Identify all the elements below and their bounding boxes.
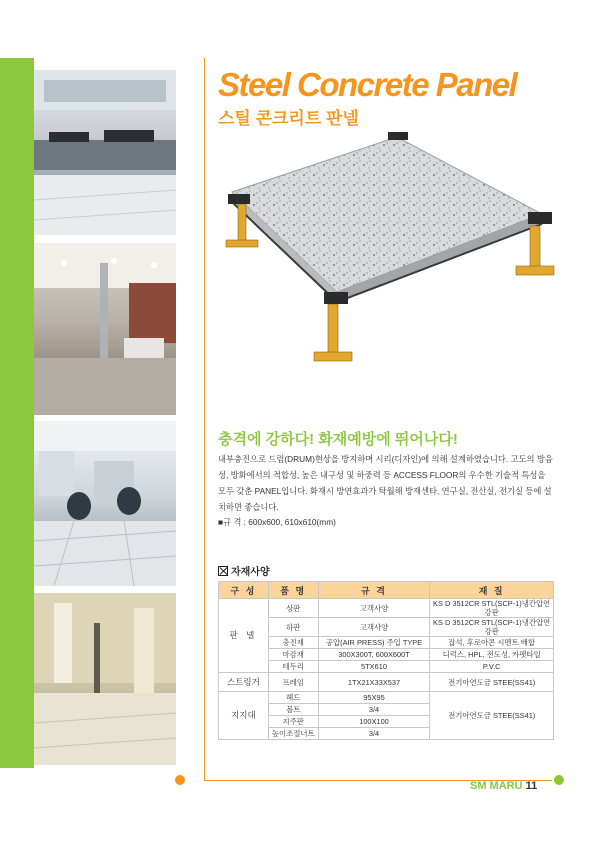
group-support: 지지대 xyxy=(219,692,269,740)
cell-spec: 고객사양 xyxy=(318,618,430,637)
group-stringer: 스트링거 xyxy=(219,673,269,692)
materials-heading-text: 자재사양 xyxy=(231,567,270,578)
cell-material: KS D 3512CR STL(SCP-1)냉간압연 강판 xyxy=(430,618,554,637)
cell-name: 볼트 xyxy=(268,704,318,716)
cell-material: 전기아연도금 STEE(SS41) xyxy=(430,673,554,692)
table-header: 재 질 xyxy=(430,582,554,599)
footer-brand-text: SM MARU xyxy=(470,780,526,792)
cell-spec: 고객사양 xyxy=(318,599,430,618)
cell-material: 잡석, 후로아콘 시멘트 배합 xyxy=(430,637,554,649)
cell-spec: 3/4 xyxy=(318,704,430,716)
cell-name: 테두리 xyxy=(268,661,318,673)
cell-material: P.V.C xyxy=(430,661,554,673)
cell-material: KS D 3512CR STL(SCP-1)냉간압연 강판 xyxy=(430,599,554,618)
cell-spec: 100X100 xyxy=(318,716,430,728)
table-row xyxy=(219,673,554,692)
cell-spec: 95X95 xyxy=(318,692,430,704)
materials-table xyxy=(218,581,554,740)
cell-name: 충진재 xyxy=(268,637,318,649)
green-dot xyxy=(554,775,564,785)
lobby-photo xyxy=(34,243,176,415)
steel-panel-illustration xyxy=(212,132,562,370)
cell-name: 프레임 xyxy=(268,673,318,692)
table-header: 규 격 xyxy=(318,582,430,599)
office-photo xyxy=(34,70,176,235)
spec-value: 600x600, 610x610(mm) xyxy=(248,517,336,527)
table-row xyxy=(219,661,554,673)
cell-spec: 300X300T, 600X600T xyxy=(318,649,430,661)
cell-spec: 5TX610 xyxy=(318,661,430,673)
orange-vertical-rule xyxy=(204,58,205,780)
table-row xyxy=(219,599,554,618)
spec-label: ■규 격 : xyxy=(218,517,249,527)
left-green-bar xyxy=(0,58,34,768)
cell-material: 디럭스, HPL, 전도성, 카펫타일 xyxy=(430,649,554,661)
cell-name: 지주판 xyxy=(268,716,318,728)
partition-photo xyxy=(34,593,176,765)
cell-name: 높이조절너트 xyxy=(268,728,318,740)
spec-line xyxy=(218,516,336,528)
footer-brand xyxy=(470,780,537,792)
cell-name: 상판 xyxy=(268,599,318,618)
page-title-en: Steel Concrete Panel xyxy=(218,66,517,103)
table-row xyxy=(219,692,554,704)
table-header: 구 성 xyxy=(219,582,269,599)
cell-material: 전기아연도금 STEE(SS41) xyxy=(430,692,554,740)
table-header-row xyxy=(219,582,554,599)
cell-spec: 1TX21X33X537 xyxy=(318,673,430,692)
cell-spec: 3/4 xyxy=(318,728,430,740)
table-row xyxy=(219,649,554,661)
headline: 충격에 강하다! 화재예방에 뛰어나다! xyxy=(218,431,458,448)
cell-spec: 공압(AIR PRESS) 주입 TYPE xyxy=(318,637,430,649)
cell-name: 마감재 xyxy=(268,649,318,661)
materials-heading xyxy=(218,563,270,578)
cell-name: 헤드 xyxy=(268,692,318,704)
table-header: 품 명 xyxy=(268,582,318,599)
orange-dot xyxy=(175,775,185,785)
page-number: 11 xyxy=(525,780,538,792)
group-panel: 판 넬 xyxy=(219,599,269,673)
page-title-ko: 스틸 콘크리트 판넬 xyxy=(218,109,359,128)
table-row xyxy=(219,637,554,649)
checkbox-icon xyxy=(218,566,228,576)
server-room-photo xyxy=(34,421,176,586)
product-description: 내부충진으로 드럼(DRUM)현상을 방지하며 시리(디자인)에 의해 설계하였습니다. 고도의 방음성, 방화에서의 적합성, 높은 내구성 및 하중력 등 ACCESS FLOOR의 우수한 기술적 특성을 모두 갖춘 PANEL입니다. 화재시 방연효과가 탁월해 방재센타, 연구실, 전산실, 전기실 등에 설치하면 좋습니다. xyxy=(218,454,553,512)
table-row xyxy=(219,618,554,637)
cell-name: 하판 xyxy=(268,618,318,637)
